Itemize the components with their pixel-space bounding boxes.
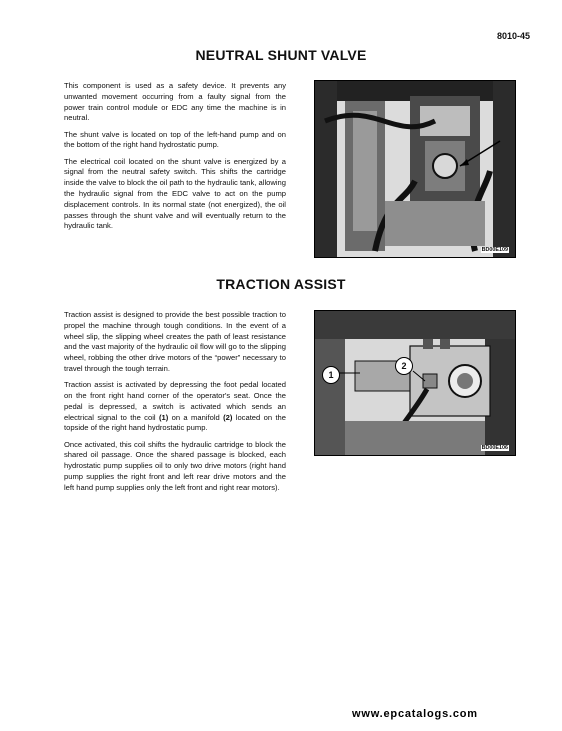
pump-illustration <box>315 81 515 257</box>
paragraph: The electrical coil located on the shunt valve is energized by a signal from the neutral safety switch. This shifts the cartridge inside the valve to block the oil path to the hydraulic tank, allowing the hydraulic signal from the EDC valve to act on the pump displacement controls. In its normal state (not energized), the oil passes through the shunt valve and will eventually return to the hydraulic tank. <box>64 156 286 231</box>
neutral-shunt-valve-photo <box>314 80 516 258</box>
section-title-neutral-shunt-valve: NEUTRAL SHUNT VALVE <box>195 47 367 63</box>
page-number: 8010-45 <box>497 31 531 41</box>
paragraph: Traction assist is designed to provide the best possible traction to propel the machine through tough conditions. In the event of a wheel slip, the slipping wheel creates the path of least resistance and the vast majority of the hydraulic oil flow will go to the slipping wheel, robbing the other drive motors of the “power” necessary to travel through the tough terrain. <box>64 310 286 373</box>
traction-assist-manifold-photo <box>314 310 516 456</box>
callout-1: 1 <box>322 366 340 384</box>
footer-link[interactable]: www.epcatalogs.com <box>352 708 478 720</box>
figure-code: BD00E109 <box>481 247 508 253</box>
manifold-illustration <box>315 311 515 455</box>
paragraph: This component is used as a safety device. It prevents any unwanted movement occurring from a faulty signal from the power train control module or EDC any time the machine is in neutral. <box>64 81 286 123</box>
figure-code: BD00E106 <box>481 445 508 451</box>
paragraph: The shunt valve is located on top of the left-hand pump and on the bottom of the right hand hydrostatic pump. <box>64 129 286 150</box>
neutral-shunt-text <box>64 81 286 238</box>
section-title-traction-assist: TRACTION ASSIST <box>216 276 346 292</box>
paragraph: Once activated, this coil shifts the hydraulic cartridge to block the shared oil passage. Once the shared passage is blocked, each hydrostatic pump supplies oil to only two drive motors (right hand pump supplies the right front and left rear drive motors and the left hand pump supplies only the left front and right rear motors). <box>64 439 286 492</box>
traction-assist-text <box>64 310 286 499</box>
paragraph: Traction assist is activated by depressing the foot pedal located on the front right hand corner of the operator's seat. Once the pedal is depressed, a switch is activated which sends an electrical signal to the coil (1) on a manifold (2) located on the topside of the right hand hydrostatic pump. <box>64 380 286 433</box>
callout-2: 2 <box>395 357 413 375</box>
